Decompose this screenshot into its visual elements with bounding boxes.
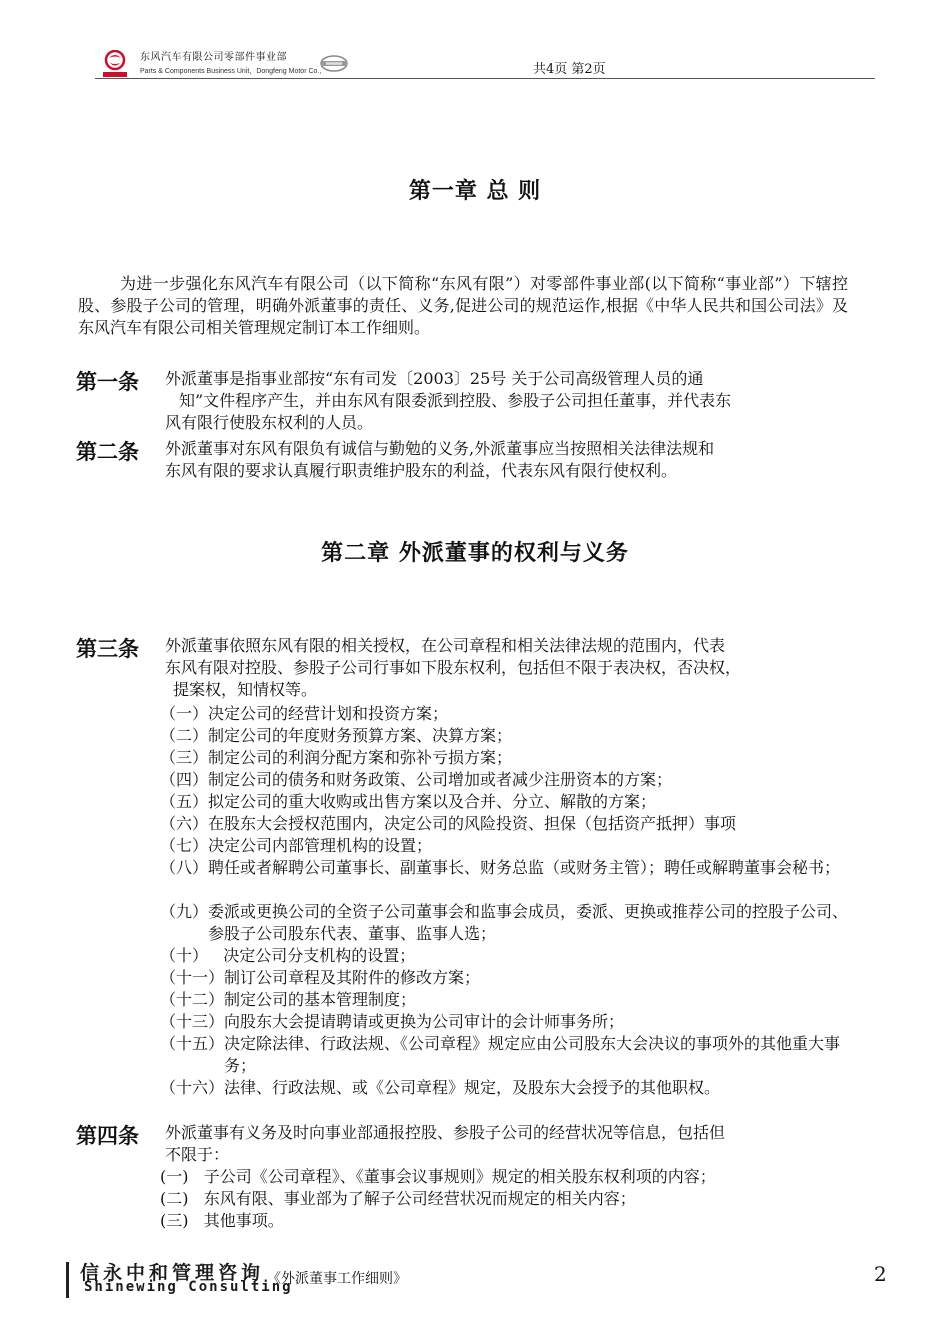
list-item [160,769,850,791]
list-item-number: （七） [160,836,209,855]
list-item-text: 法律、行政法规、或《公司章程》规定，及股东大会授予的其他职权。 [224,1078,721,1097]
list-item [160,967,850,989]
article-4-body [165,1122,845,1166]
list-item-number: （十三） [160,1012,225,1031]
list-item-number: （八） [160,858,209,877]
article-1-line: 外派董事是指事业部按“东有司发〔2003〕25号 关于公司高级管理人员的通 [165,369,704,388]
list-item [160,901,850,945]
article-1-line: 知”文件程序产生，并由东风有限委派到控股、参股子公司担任董事，并代表东 [179,391,732,410]
article-4-label: 第四条 [76,1124,139,1148]
article-2-body [165,438,845,482]
article-3-line: 东风有限对控股、参股子公司行事如下股东权利，包括但不限于表决权，否决权， [165,658,742,677]
list-item-text: 制定公司的基本管理制度； [224,990,417,1009]
chapter-2-title: 第二章 外派董事的权利与义务 [321,541,629,566]
list-item-number: （十一） [160,968,225,987]
article-1-line: 风有限行使股东权利的人员。 [165,413,374,432]
list-item-number: （一） [160,704,209,723]
article-1-body [165,368,845,434]
list-item-text: 东风有限、事业部为了解子公司经营状况而规定的相关内容； [203,1189,636,1208]
list-item [160,945,850,967]
article-2-label: 第二条 [76,440,139,464]
list-item [160,857,850,879]
list-item-text: 制定公司的利润分配方案和弥补亏损方案； [208,748,513,767]
list-item-text: 制定公司的债务和财务政策、公司增加或者减少注册资本的方案； [208,770,673,789]
article-1-label: 第一条 [76,370,139,394]
list-item-text: 在股东大会授权范围内，决定公司的风险投资、担保（包括资产抵押）事项 [208,814,737,833]
header-company-name-en: Parts & Components Business Unit，Dongfeng Motor Co., [140,68,322,75]
list-item [160,1188,850,1210]
list-item-text: 拟定公司的重大收购或出售方案以及合并、分立、解散的方案； [208,792,657,811]
header-page-count: 共4页 第2页 [533,62,606,77]
article-2-line: 外派董事对东风有限负有诚信与勤勉的义务,外派董事应当按照相关法律法规和 [165,439,715,458]
list-item [160,1166,850,1188]
list-item-number: （九） [160,902,209,921]
list-item-text: 聘任或者解聘公司董事长、副董事长、财务总监（或财务主管）；聘任或解聘董事会秘书； [208,858,841,877]
article-4-line: 外派董事有义务及时向事业部通报控股、参股子公司的经营状况等信息，包括但 [165,1123,726,1142]
header-company-name-cn: 东风汽车有限公司零部件事业部 [140,52,287,63]
intro-paragraph: 为进一步强化东风汽车有限公司（以下简称“东风有限”）对零部件事业部(以下简称“事业部”）下辖控股、参股子公司的管理，明确外派董事的责任、义务,促进公司的规范运作,根据《中华人民共和国公司法》及东风汽车有限公司相关管理规定制订本工作细则。 [78,274,848,337]
list-item [160,1210,850,1232]
list-item-text: 向股东大会提请聘请或更换为公司审计的会计师事务所； [224,1012,625,1031]
chapter-1-title: 第一章 总 则 [408,179,542,204]
footer-accent-bar [66,1262,69,1298]
article-3-line: 提案权，知情权等。 [173,680,318,699]
list-item-number: （十五） [160,1034,225,1053]
list-item [160,813,850,835]
list-item [160,1011,850,1033]
list-item-number: （六） [160,814,209,833]
footer-document-title: 《外派董事工作细则》 [267,1271,407,1287]
article-2-line: 东风有限的要求认真履行职责维护股东的利益，代表东风有限行使权利。 [165,461,678,480]
list-item-number: （二） [160,726,209,745]
list-item-text: 子公司《公司章程》、《董事会议事规则》规定的相关股东权利项的内容； [203,1167,716,1186]
footer-logo-en: Shinewing Consulting [84,1279,293,1295]
list-item [160,989,850,1011]
article-3-body [165,635,845,701]
list-item [160,835,850,857]
list-item-number: （四） [160,770,209,789]
list-item-number: （十六） [160,1078,225,1097]
list-item-text: 委派或更换公司的全资子公司董事会和监事会成员，委派、更换或推荐公司的控股子公司、参股子公司股东代表、董事、监事人选； [208,902,849,943]
list-item-text: 决定公司内部管理机构的设置； [208,836,433,855]
list-item-text: 决定除法律、行政法规、《公司章程》规定应由公司股东大会决议的事项外的其他重大事务； [224,1034,841,1075]
list-item [160,725,850,747]
list-item-number: (二) [160,1189,204,1208]
dongfeng-logo-icon [100,50,130,78]
article-3-label: 第三条 [76,637,139,661]
list-item-number: (三) [160,1211,204,1230]
nissan-logo-icon [319,55,349,72]
footer-logo-cn: 信永中和管理咨询 [80,1262,265,1284]
list-item [160,1077,850,1099]
list-item-text: 决定公司分支机构的设置； [223,946,416,965]
list-item [160,1033,850,1077]
list-item-text: 决定公司的经营计划和投资方案； [208,704,449,723]
footer-page-number: 2 [874,1262,887,1286]
list-item-number: （三） [160,748,209,767]
list-item [160,791,850,813]
list-item [160,703,850,725]
article-3-line: 外派董事依照东风有限的相关授权，在公司章程和相关法律法规的范围内，代表 [165,636,726,655]
header-divider [95,78,875,79]
list-item-text: 制订公司章程及其附件的修改方案； [224,968,481,987]
list-item-number: （五） [160,792,209,811]
list-item-number: （十二） [160,990,225,1009]
article-4-line: 不限于： [165,1145,230,1164]
list-item-number: (一) [160,1167,204,1186]
list-item-number: （十） [160,946,224,965]
list-item [160,747,850,769]
list-item-text: 制定公司的年度财务预算方案、决算方案； [208,726,513,745]
list-item-text: 其他事项。 [203,1211,284,1230]
